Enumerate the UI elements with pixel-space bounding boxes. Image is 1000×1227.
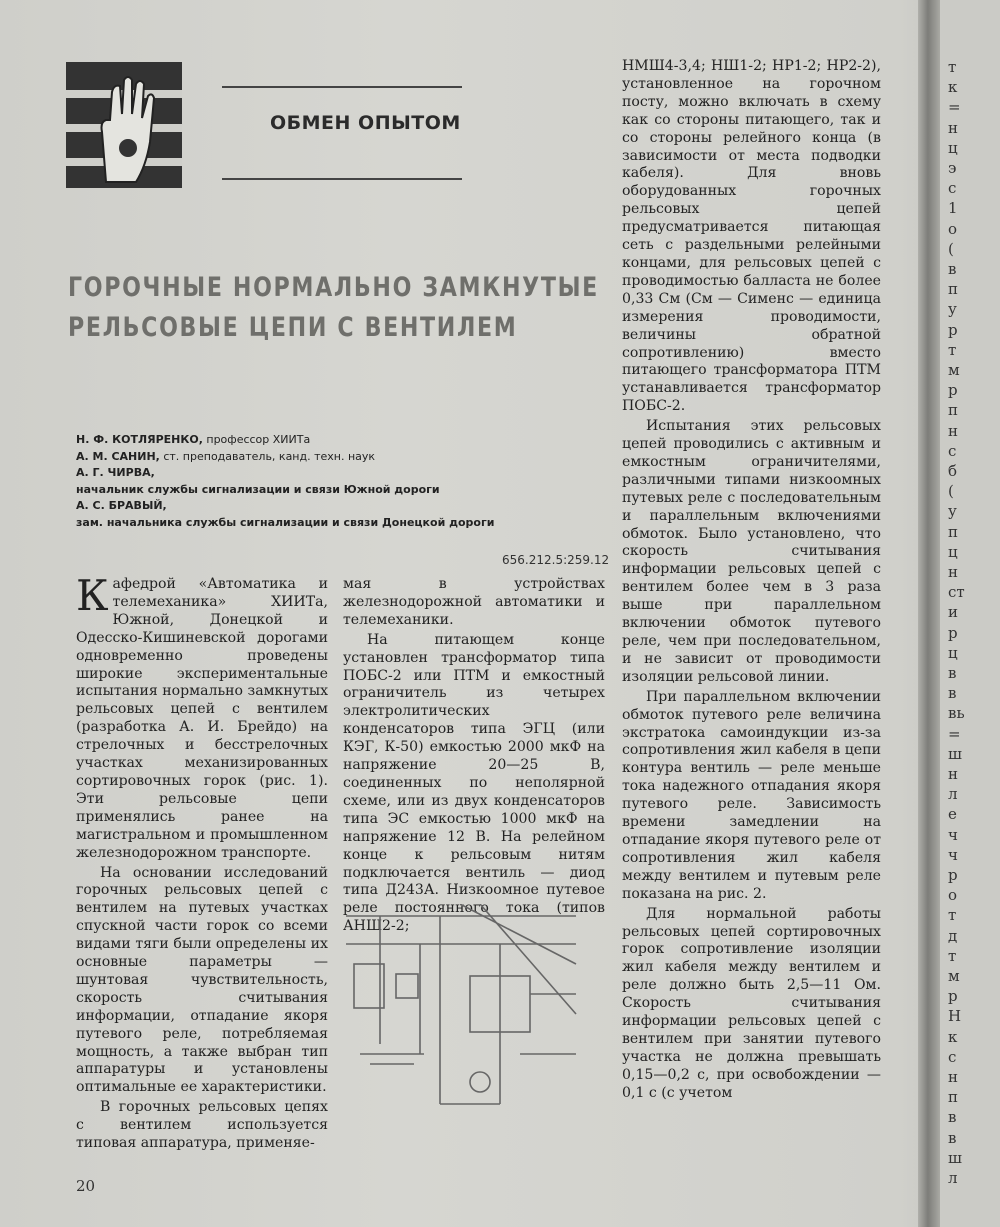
adjacent-page-fragment: у [948, 502, 957, 521]
adjacent-page-fragment: н [948, 1068, 958, 1086]
paragraph: При параллельном включении обмоток путевого реле величина экстратока самоиндукции из-за сопротивления жил кабеля в цепи контура вентиль — реле меньше тока надежного отпадания якоря путевого реле. Зависимость времени замедлении на отпадание якоря путевого реле от сопротивления жил кабеля между вентилем и путевым реле показана на рис. 2. [622, 688, 881, 902]
adjacent-page-fragment: ц [948, 542, 958, 561]
adjacent-page-fragment: р [948, 381, 958, 400]
adjacent-page-fragment: ц [948, 643, 958, 662]
adjacent-page-fragment: е [948, 805, 957, 824]
adjacent-page-edge [940, 0, 1000, 1227]
udc-code: 656.212.5:259.12 [502, 553, 610, 567]
adjacent-page-fragment: ч [948, 825, 958, 844]
adjacent-page-fragment: р [948, 623, 958, 642]
adjacent-page-fragment: 1 [948, 199, 958, 218]
adjacent-page-fragment: ст [948, 583, 965, 602]
adjacent-page-fragment: т [948, 340, 957, 359]
adjacent-page-fragment: н [948, 118, 958, 137]
text-column-3 [622, 58, 881, 1103]
drop-cap: К [76, 571, 109, 620]
paragraph: На основании исследований горочных рельсовых цепей с вентилем на путевых участках спускной части горок со всеми видами тяги были определены их основные параметры — шунтовая чувствительность, скорость считывания информации, отпадание якоря путевого реле, потребляемая мощность, а также выбран тип аппаратуры и установлены оптимальные ее характеристики. [76, 864, 328, 1096]
adjacent-page-fragment: т [948, 946, 957, 965]
paragraph: В горочных рельсовых цепях с вентилем используется типовая аппаратура, применяе- [76, 1099, 328, 1152]
section-title: ОБМЕН ОПЫТОМ [270, 112, 461, 134]
author-line: зам. начальника службы сигнализации и связи Донецкой дороги [76, 515, 495, 529]
adjacent-page-fragment: о [948, 219, 958, 238]
adjacent-page-fragment: п [948, 522, 958, 541]
adjacent-page-fragment: с [948, 1047, 957, 1066]
page-number: 20 [76, 1177, 96, 1195]
adjacent-page-fragment: в [948, 1128, 957, 1147]
adjacent-page-fragment: ч [948, 845, 958, 864]
paragraph: На питающем конце установлен трансформатор типа ПОБС-2 или ПТМ и емкостный ограничитель из четырех электролитических конденсаторов типа ЭГЦ (или КЭГ, К-50) емкостью 2000 мкФ на напряжение 20—25 В, соединенных по неполярной схеме, или из двух конденсаторов типа ЭС емкостью 1000 мкФ на напряжение 12 В. На релейном конце к рельсовым нитям подключается вентиль — диод типа Д243А. Низкоомное путевое реле постоянного тока (типов АНШ2-2; [343, 631, 605, 935]
adjacent-page-fragment: р [948, 987, 958, 1006]
adjacent-page-fragment: п [948, 1088, 958, 1107]
adjacent-page-fragment: н [948, 765, 958, 783]
hand-icon [66, 62, 182, 188]
adjacent-page-fragment: к [948, 78, 958, 97]
adjacent-page-fragment: р [948, 320, 958, 339]
header-rule-top [222, 86, 462, 88]
paragraph: Для нормальной работы рельсовых цепей сортировочных горок сопротивление изоляции жил кабеля между вентилем и реле должно быть 2,5—11 Ом. Скорость считывания информации рельсовых цепей с вентилем при занятии путевого участка не должна превышать 0,15—0,2 с, при освобождении — 0,1 с (с учетом [622, 905, 881, 1101]
article-headline [68, 268, 599, 348]
adjacent-page-fragment: н [948, 421, 958, 440]
paragraph: НМШ4-3,4; НШ1-2; НР1-2; НР2-2), установленное на горочном посту, можно включать в схему как со стороны питающего, так и со стороны релейного конца (в зависимости от места подводки кабеля). Для вновь оборудованных горочных рельсовых цепей предусматривается питающая сеть с раздельными релейными концами, для рельсовых цепей с проводимостью балласта не более 0,33 См (См — Сименс — единица измерения проводимости, величины обратной сопротивлению) вместо питающего трансформатора ПТМ устанавливается трансформатор ПОБС-2. [622, 58, 881, 415]
adjacent-page-fragment: Н [948, 1007, 962, 1026]
adjacent-page-fragment: ц [948, 138, 958, 157]
header-rule-bottom [222, 178, 462, 180]
headline-line-1: ГОРОЧНЫЕ НОРМАЛЬНО ЗАМКНУТЫЕ [68, 272, 599, 303]
adjacent-page-fragment: э [948, 159, 957, 177]
author-line: начальник службы сигнализации и связи Южной дороги [76, 482, 440, 496]
adjacent-page-fragment: т [948, 58, 957, 76]
adjacent-page-fragment: н [948, 563, 958, 581]
adjacent-page-fragment: ( [948, 482, 954, 501]
adjacent-page-fragment: п [948, 401, 958, 420]
adjacent-page-fragment: и [948, 603, 958, 622]
adjacent-page-fragment: = [948, 98, 961, 117]
adjacent-page-fragment: м [948, 967, 960, 985]
adjacent-page-fragment: л [948, 785, 958, 804]
author-list [76, 432, 576, 531]
adjacent-page-fragment: б [948, 462, 958, 480]
adjacent-page-fragment: в [948, 1108, 957, 1127]
adjacent-page-fragment: т [948, 906, 957, 925]
adjacent-page-fragment: в [948, 664, 957, 682]
author-line: А. С. БРАВЫЙ, [76, 499, 167, 512]
paragraph: Кафедрой «Автоматика и телемеханика» ХИИТа, Южной, Донецкой и Одесско-Кишиневской дорогами одновременно проведены широкие экспериментальные испытания нормально замкнутых рельсовых цепей с вентилем (разработка А. И. Брейдо) на стрелочных и бесстрелочных участках механизированных сортировочных горок (рис. 1). Эти рельсовые цепи применялись ранее на магистральном и промышленном железнодорожном транспорте. [76, 571, 329, 861]
adjacent-page-fragment: = [948, 724, 961, 743]
author-line: А. М. САНИН, ст. преподаватель, канд. техн. наук [76, 449, 376, 463]
paragraph: Испытания этих рельсовых цепей проводились с активным и емкостным ограничителями, различными типами низкоомных путевых реле с последовательным и параллельным включениями обмоток. Было установлено, что скорость считывания информации рельсовых цепей с вентилем более чем в 3 раза выше при параллельном включении обмоток путевого реле, чем при последовательном, и не зависит от проводимости изоляции рельсовой линии. [622, 418, 881, 685]
adjacent-page-fragment: л [948, 1169, 958, 1187]
paragraph: мая в устройствах железнодорожной автоматики и телемеханики. [343, 576, 605, 628]
adjacent-page-fragment: ш [948, 1148, 962, 1167]
headline-line-2: РЕЛЬСОВЫЕ ЦЕПИ С ВЕНТИЛЕМ [68, 312, 518, 343]
text-column-2 [343, 576, 605, 936]
adjacent-page-fragment: о [948, 886, 958, 905]
adjacent-page-fragment: п [948, 280, 958, 299]
adjacent-page-fragment: к [948, 1027, 958, 1046]
author-line: А. Г. ЧИРВА, [76, 466, 155, 479]
adjacent-page-fragment: ш [948, 744, 962, 763]
adjacent-page-fragment: м [948, 361, 960, 379]
adjacent-page-fragment: с [948, 179, 957, 198]
adjacent-page-fragment: в [948, 684, 957, 703]
adjacent-page-fragment: д [948, 926, 958, 945]
author-line: Н. Ф. КОТЛЯРЕНКО, профессор ХИИТа [76, 433, 311, 446]
circuit-diagram-figure [340, 904, 580, 1119]
adjacent-page-fragment: с [948, 441, 957, 460]
adjacent-page-fragment: р [948, 866, 958, 884]
book-gutter [918, 0, 940, 1227]
adjacent-page-fragment: в [948, 260, 957, 278]
adjacent-page-fragment: вь [948, 704, 965, 723]
adjacent-page-fragment: ( [948, 239, 954, 258]
section-logo [66, 62, 182, 188]
text-column-1 [76, 571, 329, 1153]
adjacent-page-fragment: у [948, 300, 957, 319]
